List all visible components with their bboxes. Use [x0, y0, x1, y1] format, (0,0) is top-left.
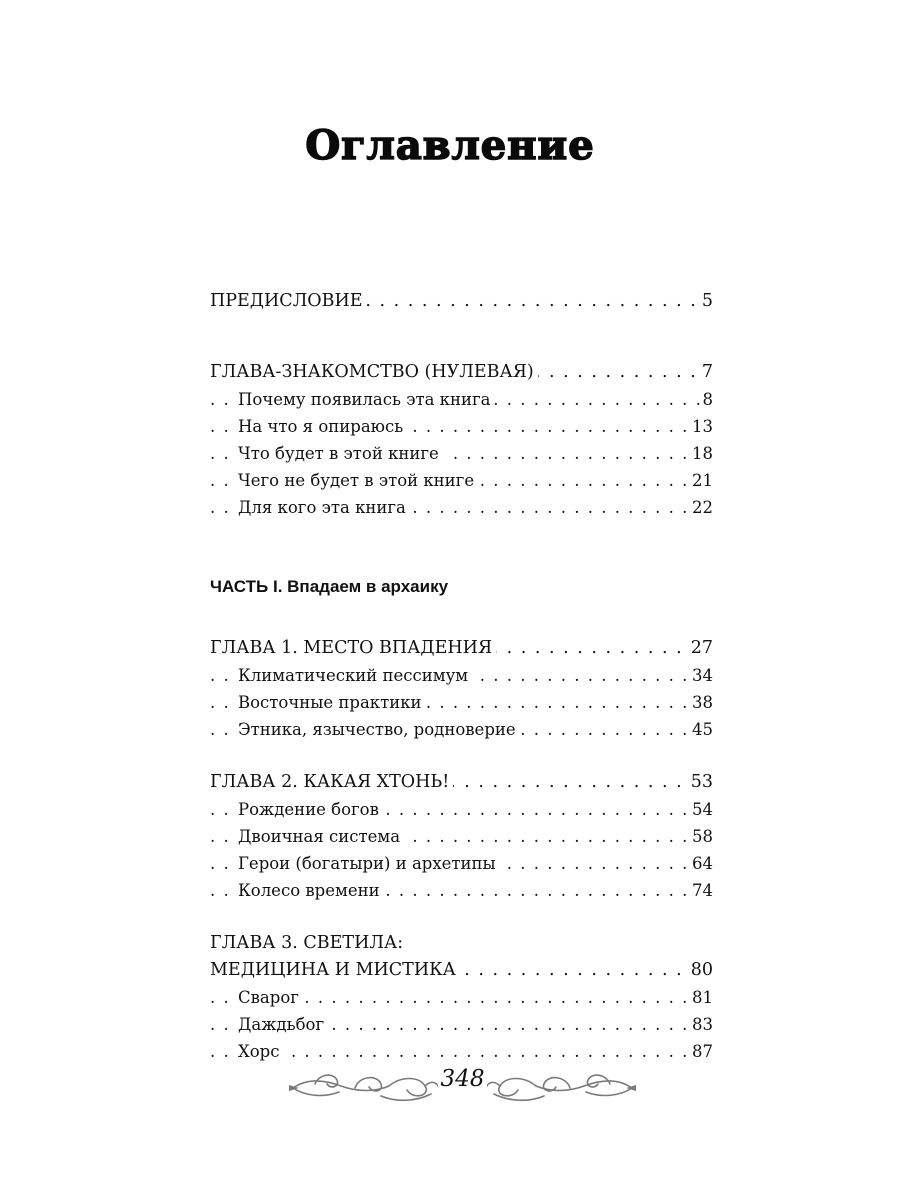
toc-entry-title: Колесо времени	[238, 881, 384, 900]
toc-entry-title: ГЛАВА-ЗНАКОМСТВО (НУЛЕВАЯ)	[210, 362, 538, 382]
toc-entry-title: Хорс	[238, 1042, 283, 1061]
toc-entry-page: 58	[689, 823, 713, 850]
toc-subentry[interactable]	[210, 413, 713, 440]
toc-entry-title: Почему появилась эта книга	[238, 390, 494, 409]
toc-subentry[interactable]	[210, 716, 713, 743]
toc-entry-page: 81	[689, 984, 713, 1011]
toc-entry-page: 21	[689, 467, 713, 494]
toc-entry-title: Климатический пессимум	[238, 666, 472, 685]
toc-entry-title: Этника, язычество, родноверие	[238, 720, 520, 739]
toc-entry-page: 8	[700, 386, 714, 413]
page-footer	[285, 1058, 640, 1114]
toc-entry-title: Герои (богатыри) и архетипы	[238, 854, 500, 873]
toc-entry-title: Сварог	[238, 988, 303, 1007]
toc-subentry[interactable]	[210, 386, 713, 413]
toc-entry-title: Для кого эта книга	[238, 498, 410, 517]
toc-entry-title: На что я опираюсь	[238, 417, 407, 436]
toc-subentry[interactable]	[210, 689, 713, 716]
toc-entry-title: ГЛАВА 2. КАКАЯ ХТОНЬ!	[210, 772, 453, 792]
toc-entry-title: Рождение богов	[238, 800, 383, 819]
toc-subentry[interactable]	[210, 796, 713, 823]
toc-entry-page: 64	[689, 850, 713, 877]
toc-entry-page: 18	[689, 440, 713, 467]
toc-subentry[interactable]	[210, 662, 713, 689]
part-heading: ЧАСТЬ I. Впадаем в архаику	[210, 577, 449, 596]
page-number-text: 348	[438, 1066, 488, 1092]
toc-subentry[interactable]	[210, 1011, 713, 1038]
toc-entry-title: Восточные практики	[238, 693, 426, 712]
toc-entry-title: ГЛАВА 1. МЕСТО ВПАДЕНИЯ	[210, 638, 496, 658]
toc-entry-page: 22	[689, 494, 713, 521]
toc-subentry[interactable]	[210, 823, 713, 850]
toc-chapter-3-heading[interactable]: ГЛАВА 3. СВЕТИЛА:	[210, 933, 404, 953]
toc-entry-chapter-0[interactable]	[210, 359, 713, 386]
toc-entry-title: Чего не будет в этой книге	[238, 471, 478, 490]
toc-entry-title: Двоичная система	[238, 827, 404, 846]
toc-entry-page: 34	[689, 662, 713, 689]
toc-entry-page: 54	[689, 796, 713, 823]
toc-entry-page: 13	[689, 413, 713, 440]
toc-entry-page: 87	[689, 1038, 713, 1065]
toc-entry-page: 7	[699, 359, 713, 386]
toc-entry-title: ПРЕДИСЛОВИЕ	[210, 291, 367, 311]
toc-entry-page: 74	[689, 877, 713, 904]
toc-entry-page: 27	[688, 635, 713, 662]
toc-entry-chapter-3[interactable]	[210, 957, 713, 984]
toc-entry-chapter-1[interactable]	[210, 635, 713, 662]
toc-entry-page: 38	[689, 689, 713, 716]
toc-entry-page: 80	[688, 957, 713, 984]
toc-entry-page: 5	[699, 288, 713, 315]
toc-entry-title: Даждьбог	[238, 1015, 328, 1034]
toc-subentry[interactable]	[210, 850, 713, 877]
toc-entry-chapter-2[interactable]	[210, 769, 713, 796]
toc-entry-preface[interactable]	[210, 288, 713, 315]
page-title: Оглавление	[305, 122, 595, 169]
toc-entry-title: Что будет в этой книге	[238, 444, 443, 463]
page-number	[285, 1066, 640, 1092]
toc-subentry[interactable]	[210, 984, 713, 1011]
toc-entry-title: МЕДИЦИНА И МИСТИКА	[210, 960, 460, 980]
toc-entry-page: 83	[689, 1011, 713, 1038]
toc-subentry[interactable]	[210, 494, 713, 521]
toc-subentry[interactable]	[210, 877, 713, 904]
toc-subentry[interactable]	[210, 467, 713, 494]
toc-entry-page: 53	[688, 769, 713, 796]
toc-subentry[interactable]	[210, 440, 713, 467]
toc-entry-page: 45	[689, 716, 713, 743]
table-of-contents	[210, 288, 713, 1065]
